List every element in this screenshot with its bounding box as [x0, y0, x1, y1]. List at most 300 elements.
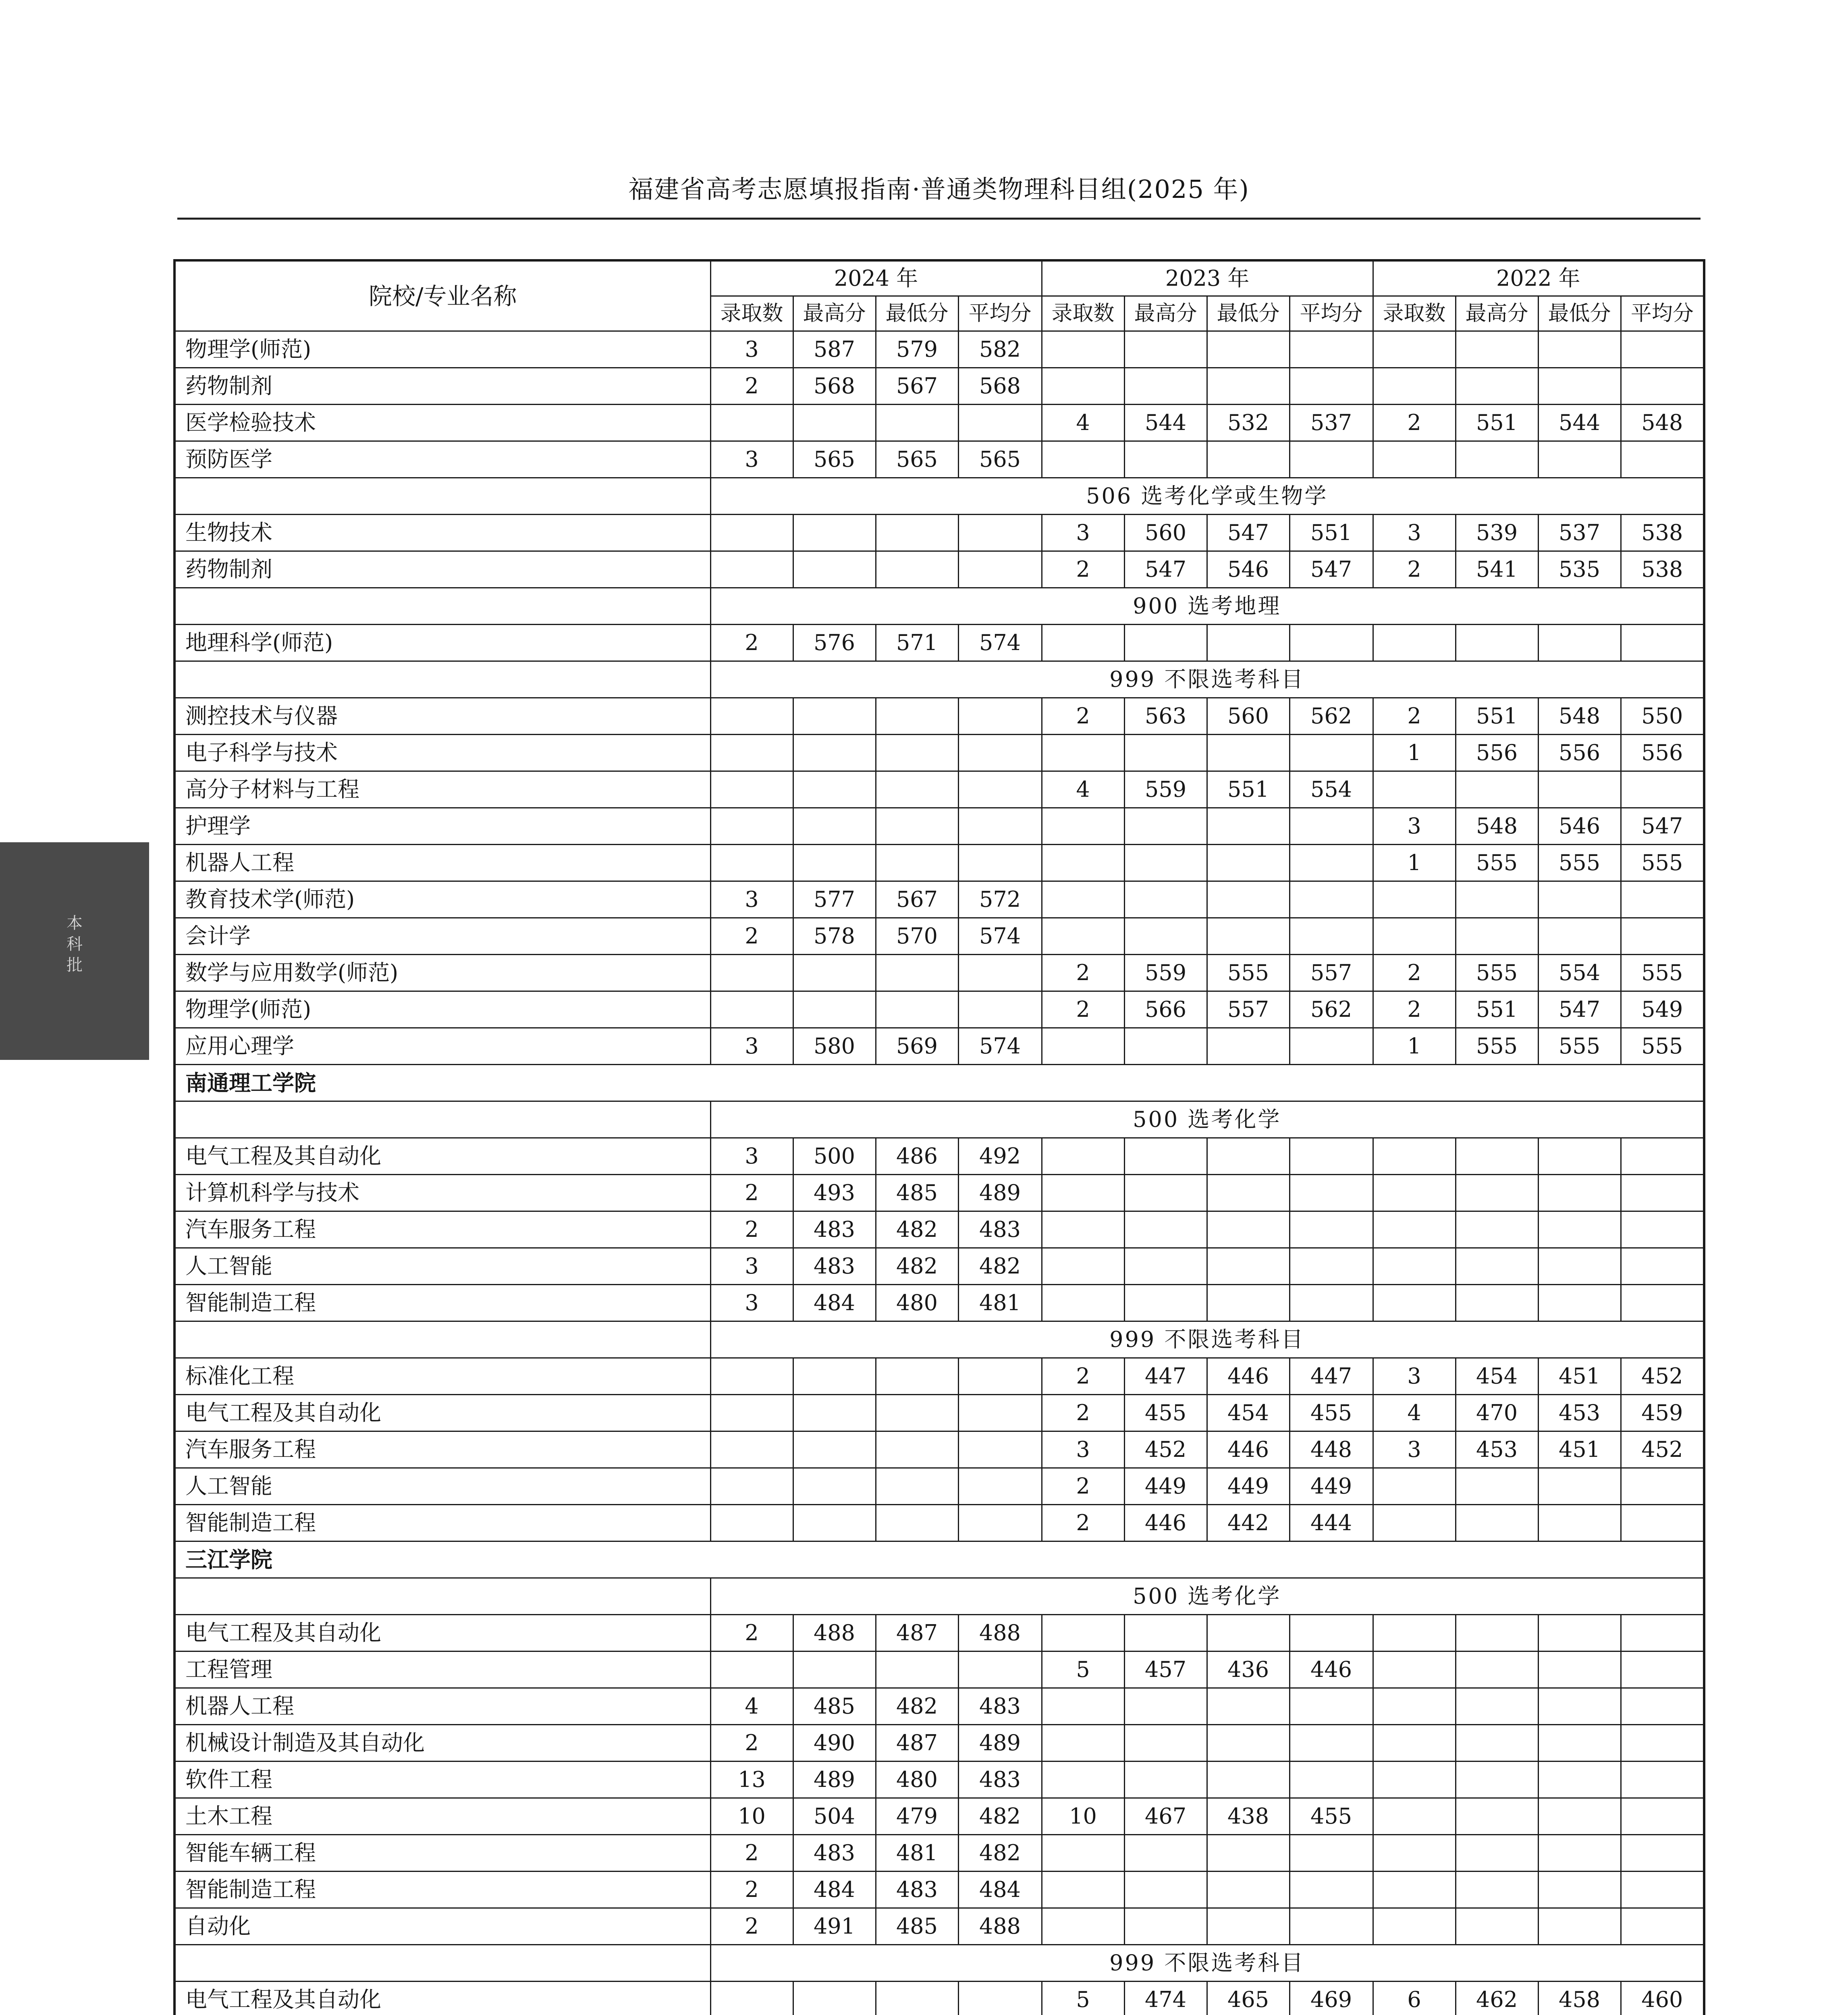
metric-header: 最高分 [1124, 296, 1207, 331]
score-cell: 547 [1538, 991, 1621, 1028]
score-cell: 2 [1042, 1358, 1124, 1395]
score-cell [1042, 441, 1124, 478]
score-cell: 567 [876, 368, 958, 405]
score-cell: 547 [1289, 551, 1373, 588]
score-cell [710, 405, 793, 441]
score-cell: 449 [1289, 1468, 1373, 1505]
score-cell: 2 [1042, 1468, 1124, 1505]
score-cell: 555 [1621, 955, 1704, 991]
score-cell: 555 [1621, 845, 1704, 881]
score-cell [710, 991, 793, 1028]
empty-name-cell [174, 588, 710, 625]
score-cell [1456, 1138, 1538, 1175]
score-cell [1621, 1798, 1704, 1835]
score-cell: 546 [1207, 551, 1289, 588]
subject-requirement: 500 选考化学 [710, 1101, 1704, 1138]
score-cell: 555 [1538, 1028, 1621, 1065]
score-cell [1621, 1175, 1704, 1211]
score-cell [710, 955, 793, 991]
table-row [174, 1138, 1704, 1175]
major-name: 机器人工程 [174, 1688, 710, 1725]
score-cell [958, 1651, 1042, 1688]
score-cell [1456, 1872, 1538, 1908]
side-tab-label [0, 913, 149, 976]
running-header: 福建省高考志愿填报指南·普通类物理科目组(2025 年) [628, 174, 1250, 204]
major-name: 数学与应用数学(师范) [174, 955, 710, 991]
score-cell [1456, 1908, 1538, 1945]
score-cell [876, 1651, 958, 1688]
score-cell [1538, 1138, 1621, 1175]
score-cell: 2 [710, 1725, 793, 1762]
score-cell [958, 808, 1042, 845]
score-cell [1289, 735, 1373, 771]
major-name: 电气工程及其自动化 [174, 1982, 710, 2015]
subject-requirement-row [174, 1945, 1704, 1982]
score-cell: 2 [1042, 991, 1124, 1028]
score-cell [1456, 1688, 1538, 1725]
score-cell [1538, 1468, 1621, 1505]
table-row [174, 625, 1704, 661]
score-cell: 577 [793, 881, 876, 918]
score-cell [1456, 441, 1538, 478]
major-name: 药物制剂 [174, 551, 710, 588]
score-cell: 559 [1124, 771, 1207, 808]
score-cell [1373, 1138, 1456, 1175]
score-cell: 489 [793, 1762, 876, 1798]
score-cell [710, 1468, 793, 1505]
score-cell: 548 [1456, 808, 1538, 845]
major-name: 生物技术 [174, 515, 710, 551]
major-name: 预防医学 [174, 441, 710, 478]
score-cell: 574 [958, 625, 1042, 661]
score-cell: 484 [793, 1285, 876, 1321]
major-name: 智能制造工程 [174, 1872, 710, 1908]
score-cell: 565 [793, 441, 876, 478]
table-row [174, 918, 1704, 955]
score-cell: 489 [958, 1725, 1042, 1762]
score-cell [1124, 1138, 1207, 1175]
table-row [174, 955, 1704, 991]
score-cell: 10 [710, 1798, 793, 1835]
score-cell [1124, 1688, 1207, 1725]
score-cell: 567 [876, 881, 958, 918]
major-name: 护理学 [174, 808, 710, 845]
score-cell [1456, 1248, 1538, 1285]
score-cell: 491 [793, 1908, 876, 1945]
score-cell: 460 [1621, 1982, 1704, 2015]
school-name: 三江学院 [174, 1541, 1704, 1578]
metric-header: 最高分 [793, 296, 876, 331]
score-cell [1456, 1468, 1538, 1505]
score-cell [1042, 1285, 1124, 1321]
score-cell [1289, 1175, 1373, 1211]
score-cell [1373, 1248, 1456, 1285]
score-cell [1124, 331, 1207, 368]
score-cell [1124, 1908, 1207, 1945]
table-row [174, 515, 1704, 551]
score-cell: 438 [1207, 1798, 1289, 1835]
score-cell [1373, 1688, 1456, 1725]
score-cell [1207, 735, 1289, 771]
score-cell [1042, 1725, 1124, 1762]
score-cell: 448 [1289, 1431, 1373, 1468]
score-cell [958, 955, 1042, 991]
score-cell [876, 1431, 958, 1468]
major-name: 标准化工程 [174, 1358, 710, 1395]
score-cell [1042, 368, 1124, 405]
score-cell: 4 [710, 1688, 793, 1725]
score-cell: 4 [1042, 405, 1124, 441]
score-cell [1207, 1028, 1289, 1065]
score-cell: 483 [958, 1211, 1042, 1248]
score-cell [1621, 1615, 1704, 1651]
score-cell [876, 735, 958, 771]
score-cell: 3 [1373, 808, 1456, 845]
score-cell: 576 [793, 625, 876, 661]
year-header: 2023 年 [1042, 260, 1373, 296]
score-cell: 3 [1373, 515, 1456, 551]
score-cell: 5 [1042, 1982, 1124, 2015]
score-cell: 4 [1373, 1395, 1456, 1431]
score-cell [710, 771, 793, 808]
empty-name-cell [174, 1101, 710, 1138]
score-cell [876, 1982, 958, 2015]
score-cell: 446 [1124, 1505, 1207, 1541]
score-cell: 479 [876, 1798, 958, 1835]
subject-requirement-row [174, 478, 1704, 515]
score-cell [1042, 845, 1124, 881]
score-cell [1538, 1651, 1621, 1688]
score-cell: 5 [1042, 1651, 1124, 1688]
score-cell: 454 [1207, 1395, 1289, 1431]
score-cell [1538, 1505, 1621, 1541]
metric-header: 最低分 [876, 296, 958, 331]
table-row [174, 1395, 1704, 1431]
major-name: 教育技术学(师范) [174, 881, 710, 918]
score-cell [1621, 1505, 1704, 1541]
table-row [174, 405, 1704, 441]
score-cell: 555 [1456, 845, 1538, 881]
score-cell: 449 [1124, 1468, 1207, 1505]
score-cell: 544 [1124, 405, 1207, 441]
score-cell [1124, 1211, 1207, 1248]
score-cell: 487 [876, 1615, 958, 1651]
score-cell: 486 [876, 1138, 958, 1175]
score-cell [793, 845, 876, 881]
score-cell: 2 [710, 1615, 793, 1651]
score-cell [876, 698, 958, 735]
score-cell: 453 [1538, 1395, 1621, 1431]
score-cell: 452 [1124, 1431, 1207, 1468]
major-name: 电气工程及其自动化 [174, 1395, 710, 1431]
score-cell [710, 1982, 793, 2015]
score-cell [1042, 1211, 1124, 1248]
score-cell: 2 [710, 1872, 793, 1908]
score-cell [1456, 771, 1538, 808]
major-name: 汽车服务工程 [174, 1211, 710, 1248]
score-cell: 10 [1042, 1798, 1124, 1835]
score-cell [1124, 1872, 1207, 1908]
score-cell: 2 [710, 1175, 793, 1211]
table-row [174, 1651, 1704, 1688]
score-cell: 538 [1621, 515, 1704, 551]
score-cell [710, 551, 793, 588]
score-cell [1124, 808, 1207, 845]
score-cell: 560 [1124, 515, 1207, 551]
score-cell: 483 [793, 1248, 876, 1285]
score-cell [1289, 1028, 1373, 1065]
score-cell: 481 [958, 1285, 1042, 1321]
score-cell: 492 [958, 1138, 1042, 1175]
score-cell [1289, 1835, 1373, 1872]
score-cell: 3 [710, 1028, 793, 1065]
score-cell [710, 1651, 793, 1688]
score-cell [1538, 881, 1621, 918]
score-cell [1207, 625, 1289, 661]
score-cell: 548 [1538, 698, 1621, 735]
score-cell [1373, 1468, 1456, 1505]
score-cell [1207, 808, 1289, 845]
score-cell [1373, 1615, 1456, 1651]
score-cell [793, 735, 876, 771]
score-cell [958, 1982, 1042, 2015]
score-cell [1456, 1285, 1538, 1321]
score-cell [1538, 1762, 1621, 1798]
score-cell: 447 [1124, 1358, 1207, 1395]
score-cell [876, 808, 958, 845]
score-cell [1373, 881, 1456, 918]
table-row [174, 1615, 1704, 1651]
table-row [174, 991, 1704, 1028]
score-cell [1207, 1248, 1289, 1285]
table-row [174, 1835, 1704, 1872]
score-cell [958, 1468, 1042, 1505]
table-row [174, 881, 1704, 918]
score-cell [1124, 918, 1207, 955]
table-row [174, 441, 1704, 478]
score-cell [1207, 331, 1289, 368]
score-cell [1207, 881, 1289, 918]
score-cell [793, 1431, 876, 1468]
score-cell: 562 [1289, 991, 1373, 1028]
score-cell: 455 [1289, 1395, 1373, 1431]
score-cell: 555 [1538, 845, 1621, 881]
score-cell [1373, 1872, 1456, 1908]
score-cell [1456, 1651, 1538, 1688]
table-row [174, 1725, 1704, 1762]
score-cell [958, 845, 1042, 881]
score-cell [876, 955, 958, 991]
score-cell [1538, 1725, 1621, 1762]
table-row [174, 1248, 1704, 1285]
score-cell [1289, 1908, 1373, 1945]
score-cell: 537 [1538, 515, 1621, 551]
score-cell [793, 515, 876, 551]
table-row [174, 808, 1704, 845]
score-cell [876, 405, 958, 441]
score-cell [876, 1395, 958, 1431]
table-row [174, 771, 1704, 808]
score-cell: 579 [876, 331, 958, 368]
score-cell [1373, 1175, 1456, 1211]
score-cell [1373, 1505, 1456, 1541]
score-cell [1373, 1835, 1456, 1872]
score-cell [793, 1505, 876, 1541]
major-name: 工程管理 [174, 1651, 710, 1688]
score-cell: 574 [958, 918, 1042, 955]
score-cell [1124, 1762, 1207, 1798]
score-cell [1289, 1725, 1373, 1762]
empty-name-cell [174, 661, 710, 698]
major-name: 软件工程 [174, 1762, 710, 1798]
score-cell: 436 [1207, 1651, 1289, 1688]
year-header: 2024 年 [710, 260, 1042, 296]
score-cell [876, 515, 958, 551]
major-name: 电气工程及其自动化 [174, 1138, 710, 1175]
score-cell [958, 1358, 1042, 1395]
score-cell: 459 [1621, 1395, 1704, 1431]
score-cell [1456, 1798, 1538, 1835]
score-cell [1207, 1835, 1289, 1872]
score-cell [958, 771, 1042, 808]
empty-name-cell [174, 478, 710, 515]
score-cell [1621, 368, 1704, 405]
metric-header: 录取数 [1042, 296, 1124, 331]
score-cell: 3 [1373, 1431, 1456, 1468]
score-cell [1289, 331, 1373, 368]
major-name: 智能制造工程 [174, 1505, 710, 1541]
score-cell [710, 808, 793, 845]
score-cell: 2 [1373, 698, 1456, 735]
table-row [174, 1431, 1704, 1468]
score-cell [793, 1395, 876, 1431]
score-cell: 539 [1456, 515, 1538, 551]
score-cell: 554 [1538, 955, 1621, 991]
score-cell [1373, 1651, 1456, 1688]
score-cell: 547 [1124, 551, 1207, 588]
subject-requirement: 999 不限选考科目 [710, 1321, 1704, 1358]
score-cell [1124, 1835, 1207, 1872]
score-cell [876, 551, 958, 588]
score-cell [1124, 1615, 1207, 1651]
score-cell [1289, 1762, 1373, 1798]
score-cell: 554 [1289, 771, 1373, 808]
score-cell [710, 1395, 793, 1431]
empty-name-cell [174, 1578, 710, 1615]
score-cell [1456, 331, 1538, 368]
score-cell: 487 [876, 1725, 958, 1762]
score-cell [1289, 625, 1373, 661]
major-name: 电气工程及其自动化 [174, 1615, 710, 1651]
school-row [174, 1065, 1704, 1101]
score-cell [1456, 1505, 1538, 1541]
major-name: 土木工程 [174, 1798, 710, 1835]
score-cell [1621, 1688, 1704, 1725]
score-cell: 481 [876, 1835, 958, 1872]
year-header-row [174, 260, 1704, 296]
score-cell: 467 [1124, 1798, 1207, 1835]
score-cell [793, 1982, 876, 2015]
score-cell [1289, 1688, 1373, 1725]
major-name: 应用心理学 [174, 1028, 710, 1065]
empty-name-cell [174, 1945, 710, 1982]
score-cell: 574 [958, 1028, 1042, 1065]
score-cell [1373, 771, 1456, 808]
score-cell: 446 [1289, 1651, 1373, 1688]
subject-requirement-row [174, 661, 1704, 698]
score-cell [1124, 845, 1207, 881]
score-cell: 3 [1042, 515, 1124, 551]
score-cell [1373, 441, 1456, 478]
score-cell [1456, 1835, 1538, 1872]
score-cell [1621, 1285, 1704, 1321]
major-name: 会计学 [174, 918, 710, 955]
score-cell: 555 [1456, 955, 1538, 991]
score-cell [958, 1431, 1042, 1468]
subject-requirement-row [174, 1321, 1704, 1358]
score-cell: 485 [793, 1688, 876, 1725]
score-cell: 488 [958, 1615, 1042, 1651]
score-cell: 551 [1207, 771, 1289, 808]
score-cell: 504 [793, 1798, 876, 1835]
score-cell: 547 [1621, 808, 1704, 845]
score-cell [1373, 1908, 1456, 1945]
score-cell [710, 845, 793, 881]
score-cell [958, 735, 1042, 771]
score-cell [1456, 368, 1538, 405]
score-cell: 578 [793, 918, 876, 955]
score-cell [876, 1358, 958, 1395]
score-cell [1538, 1798, 1621, 1835]
major-name: 地理科学(师范) [174, 625, 710, 661]
score-cell: 482 [958, 1798, 1042, 1835]
score-cell [1042, 1688, 1124, 1725]
score-cell: 482 [958, 1248, 1042, 1285]
score-cell: 442 [1207, 1505, 1289, 1541]
score-cell: 6 [1373, 1982, 1456, 2015]
score-cell: 551 [1456, 405, 1538, 441]
table-row [174, 1908, 1704, 1945]
score-cell: 2 [1373, 405, 1456, 441]
score-cell: 3 [710, 331, 793, 368]
subject-requirement-row [174, 588, 1704, 625]
score-cell [1456, 1175, 1538, 1211]
score-cell [1373, 1798, 1456, 1835]
score-cell: 483 [793, 1211, 876, 1248]
score-cell [1289, 1248, 1373, 1285]
score-cell [793, 808, 876, 845]
score-cell: 480 [876, 1762, 958, 1798]
score-cell [1538, 1908, 1621, 1945]
score-cell [710, 698, 793, 735]
score-cell: 483 [876, 1872, 958, 1908]
table-row [174, 1505, 1704, 1541]
score-cell: 462 [1456, 1982, 1538, 2015]
score-cell [1207, 368, 1289, 405]
score-cell [1538, 441, 1621, 478]
score-cell [1373, 368, 1456, 405]
score-cell [793, 991, 876, 1028]
metric-header: 最低分 [1538, 296, 1621, 331]
score-cell [958, 698, 1042, 735]
score-cell: 484 [958, 1872, 1042, 1908]
score-cell: 483 [958, 1688, 1042, 1725]
score-cell: 480 [876, 1285, 958, 1321]
major-name: 汽车服务工程 [174, 1431, 710, 1468]
score-cell: 451 [1538, 1358, 1621, 1395]
metric-header: 平均分 [958, 296, 1042, 331]
score-cell: 444 [1289, 1505, 1373, 1541]
